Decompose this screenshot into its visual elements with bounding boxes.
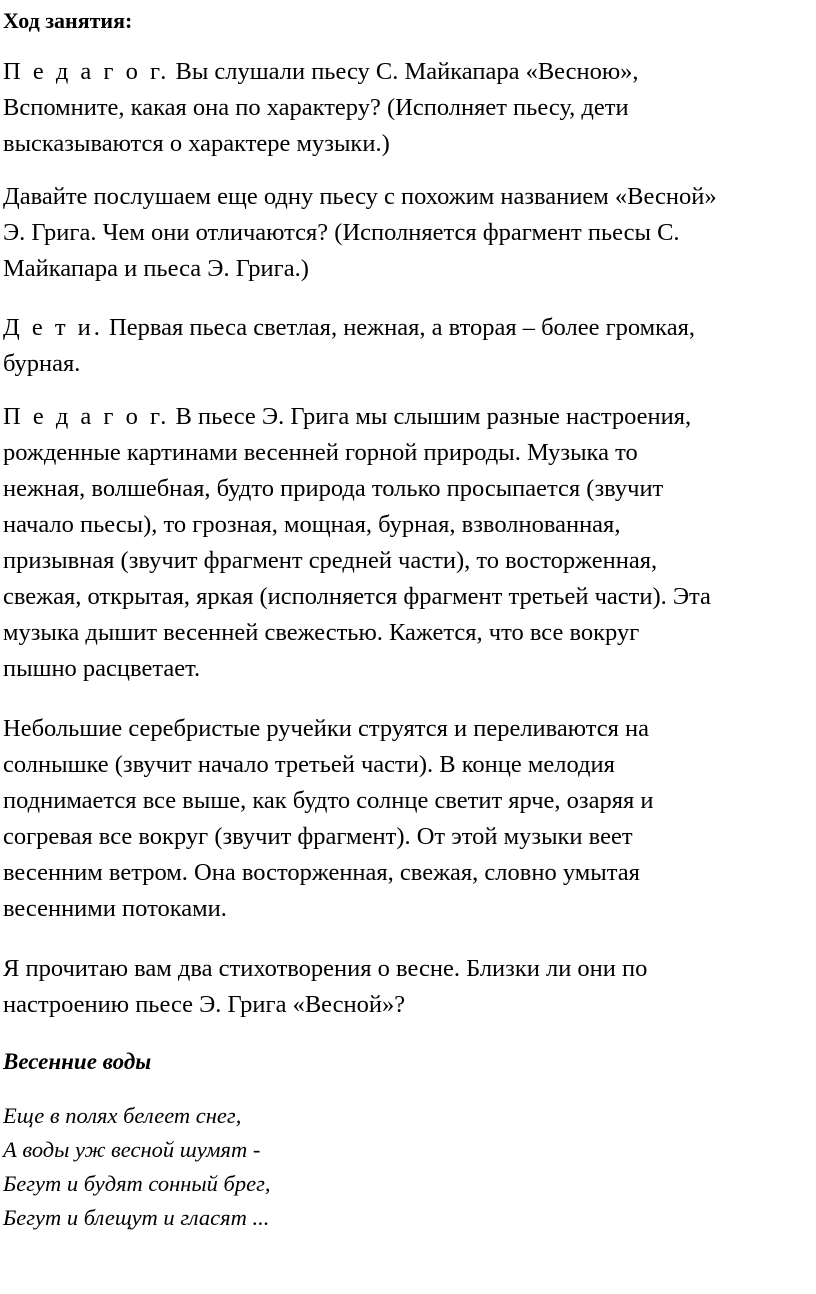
poem-line: Еще в полях белеет снег,	[3, 1103, 242, 1128]
paragraph-line: Э. Грига. Чем они отличаются? (Исполняется фрагмент пьесы С.	[3, 219, 680, 246]
paragraph-line: начало пьесы), то грозная, мощная, бурная, взволнованная,	[3, 511, 621, 538]
speaker-label: Д е т и.	[3, 314, 103, 341]
paragraph-line: Вспомните, какая она по характеру? (Исполняет пьесу, дети	[3, 94, 629, 121]
paragraph-teacher-2	[3, 399, 813, 687]
paragraph-poems-intro	[3, 951, 813, 1023]
paragraph-line: Давайте послушаем еще одну пьесу с похожим названием «Весной»	[3, 183, 717, 210]
paragraph-line: Я прочитаю вам два стихотворения о весне. Близки ли они по	[3, 955, 648, 982]
paragraph-line: музыка дышит весенней свежестью. Кажется, что все вокруг	[3, 619, 640, 646]
paragraph-line: весенним ветром. Она восторженная, свежая, словно умытая	[3, 859, 640, 886]
paragraph-line: согревая все вокруг (звучит фрагмент). От этой музыки веет	[3, 823, 633, 850]
paragraph-line: рожденные картинами весенней горной природы. Музыка то	[3, 439, 638, 466]
line-text: Первая пьеса светлая, нежная, а вторая – более громкая,	[102, 314, 695, 341]
line-text: Вы слушали пьесу С. Майкапара «Весною»,	[169, 58, 639, 85]
paragraph-line: нежная, волшебная, будто природа только просыпается (звучит	[3, 475, 664, 502]
paragraph-children	[3, 310, 813, 382]
paragraph-streams	[3, 711, 813, 927]
lesson-heading: Ход занятия:	[3, 8, 133, 33]
paragraph-line: весенними потоками.	[3, 895, 227, 922]
paragraph-teacher-1	[3, 54, 813, 162]
paragraph-listen-grieg	[3, 179, 813, 287]
paragraph-line: свежая, открытая, яркая (исполняется фрагмент третьей части). Эта	[3, 583, 711, 610]
paragraph-line	[3, 54, 813, 90]
paragraph-line	[3, 399, 813, 435]
paragraph-line: пышно расцветает.	[3, 655, 201, 682]
poem-title: Весенние воды	[3, 1049, 152, 1074]
paragraph-line	[3, 310, 813, 346]
poem-line: Бегут и блещут и гласят ...	[3, 1205, 270, 1230]
paragraph-line: поднимается все выше, как будто солнце светит ярче, озаряя и	[3, 787, 654, 814]
paragraph-line: высказываются о характере музыки.)	[3, 130, 390, 157]
line-text: В пьесе Э. Грига мы слышим разные настроения,	[169, 403, 692, 430]
paragraph-line: бурная.	[3, 350, 81, 377]
poem-stanza	[3, 1099, 271, 1235]
paragraph-line: солнышке (звучит начало третьей части). В конце мелодия	[3, 751, 615, 778]
paragraph-line: настроению пьесе Э. Грига «Весной»?	[3, 991, 406, 1018]
poem-line: Бегут и будят сонный брег,	[3, 1171, 271, 1196]
speaker-label: П е д а г о г.	[3, 58, 170, 85]
paragraph-line: Майкапара и пьеса Э. Грига.)	[3, 255, 309, 282]
paragraph-line: призывная (звучит фрагмент средней части), то восторженная,	[3, 547, 658, 574]
poem-line: А воды уж весной шумят -	[3, 1137, 261, 1162]
paragraph-line: Небольшие серебристые ручейки струятся и переливаются на	[3, 715, 650, 742]
speaker-label: П е д а г о г.	[3, 403, 170, 430]
